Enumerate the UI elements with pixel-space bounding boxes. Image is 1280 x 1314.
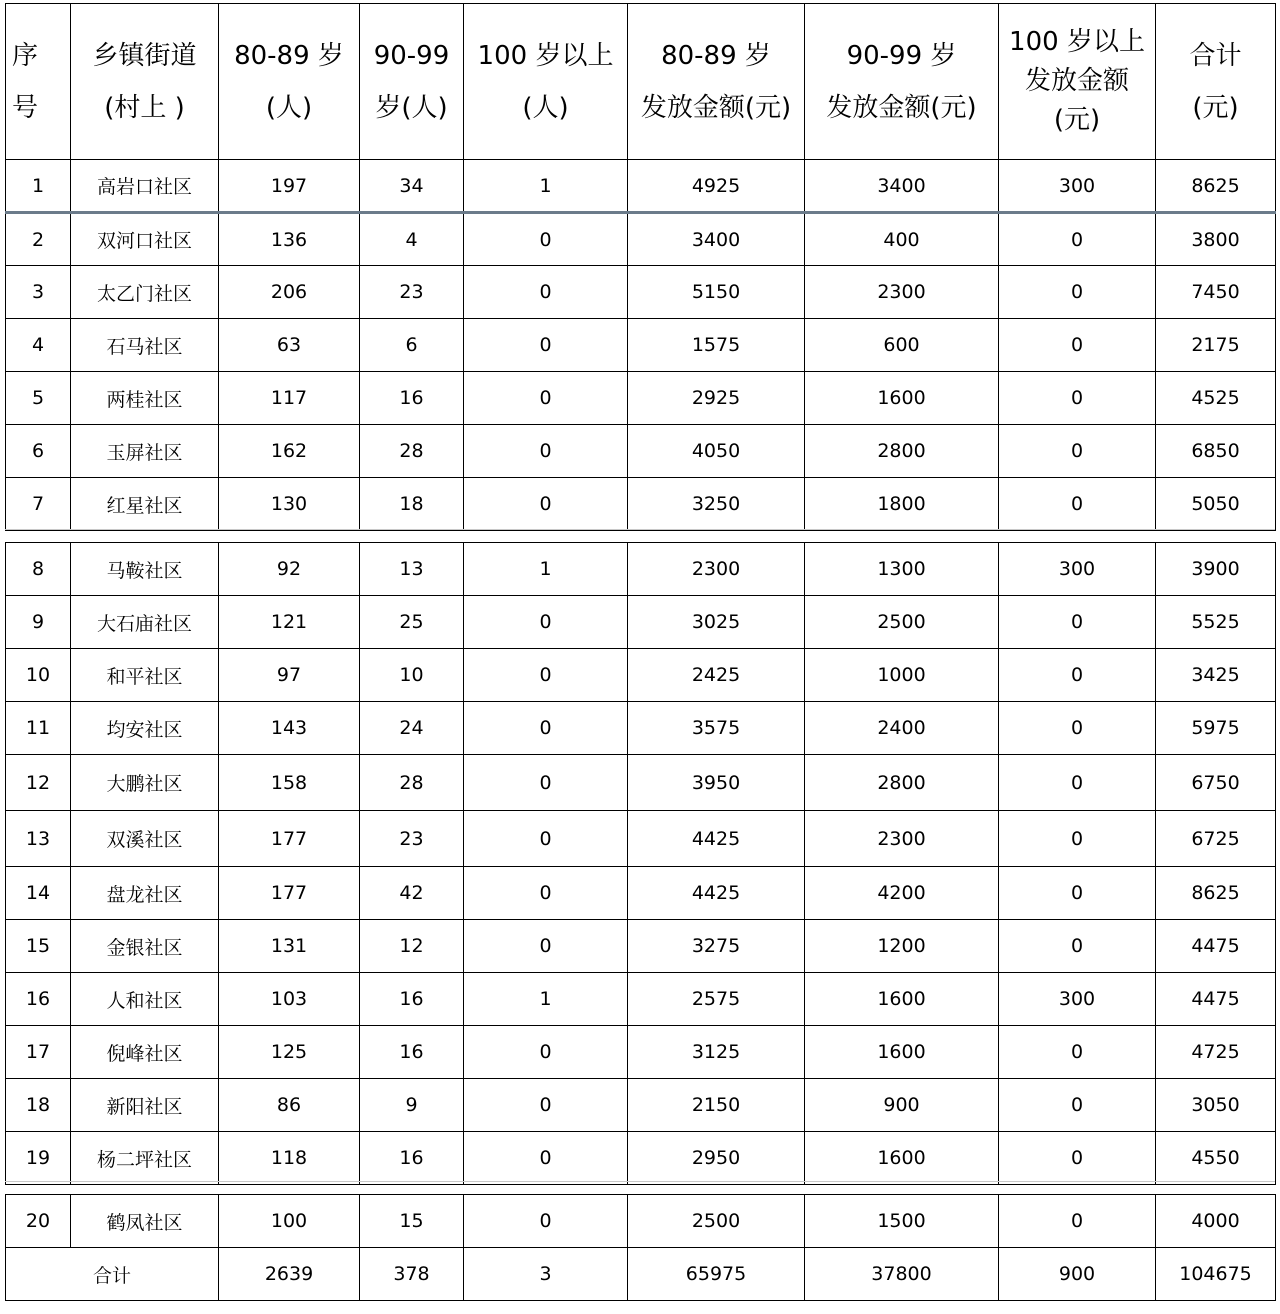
row-people-100: 0	[464, 372, 628, 425]
row-people-90: 25	[360, 596, 464, 649]
row-amount-90: 1600	[805, 372, 999, 425]
row-total: 8625	[1156, 160, 1276, 213]
row-seq: 5	[6, 372, 71, 425]
row-people-80: 162	[219, 425, 360, 478]
row-seq: 9	[6, 596, 71, 649]
total-amount-90: 37800	[805, 1248, 999, 1301]
table-row	[6, 319, 1276, 372]
table-row	[6, 1132, 1276, 1185]
row-total: 4000	[1156, 1195, 1276, 1248]
row-total: 6725	[1156, 811, 1276, 867]
table-row	[6, 478, 1276, 531]
row-town: 大鹏社区	[71, 755, 219, 811]
row-town: 新阳社区	[71, 1079, 219, 1132]
row-amount-100: 0	[999, 1132, 1156, 1185]
row-people-80: 136	[219, 213, 360, 266]
row-people-90: 18	[360, 478, 464, 531]
row-people-100: 0	[464, 1079, 628, 1132]
row-seq: 20	[6, 1195, 71, 1248]
row-town: 均安社区	[71, 702, 219, 755]
total-row	[6, 1248, 1276, 1301]
page-break-divider	[5, 529, 1275, 543]
row-people-90: 12	[360, 920, 464, 973]
row-people-90: 16	[360, 973, 464, 1026]
row-seq: 10	[6, 649, 71, 702]
row-total: 4475	[1156, 920, 1276, 973]
row-seq: 12	[6, 755, 71, 811]
row-amount-100: 0	[999, 649, 1156, 702]
table-row	[6, 811, 1276, 867]
row-people-90: 4	[360, 213, 464, 266]
row-people-90: 28	[360, 755, 464, 811]
total-amount-80: 65975	[628, 1248, 805, 1301]
table-row	[6, 1079, 1276, 1132]
row-town: 金银社区	[71, 920, 219, 973]
row-town: 马鞍社区	[71, 543, 219, 596]
row-town: 玉屏社区	[71, 425, 219, 478]
elderly-subsidy-table-part3	[5, 1194, 1276, 1301]
row-town: 盘龙社区	[71, 867, 219, 920]
row-town: 大石庙社区	[71, 596, 219, 649]
row-town: 太乙门社区	[71, 266, 219, 319]
row-people-90: 9	[360, 1079, 464, 1132]
row-town: 杨二坪社区	[71, 1132, 219, 1185]
row-people-90: 16	[360, 1026, 464, 1079]
row-total: 4525	[1156, 372, 1276, 425]
row-seq: 19	[6, 1132, 71, 1185]
total-amount-100: 900	[999, 1248, 1156, 1301]
table-row	[6, 213, 1276, 266]
row-town: 两桂社区	[71, 372, 219, 425]
row-seq: 7	[6, 478, 71, 531]
total-label: 合计	[6, 1248, 219, 1301]
row-people-100: 1	[464, 973, 628, 1026]
row-town: 红星社区	[71, 478, 219, 531]
row-amount-80: 1575	[628, 319, 805, 372]
table-row	[6, 755, 1276, 811]
row-town: 倪峰社区	[71, 1026, 219, 1079]
row-town: 人和社区	[71, 973, 219, 1026]
row-amount-90: 3400	[805, 160, 999, 213]
table-row	[6, 160, 1276, 213]
row-people-100: 1	[464, 543, 628, 596]
row-amount-90: 600	[805, 319, 999, 372]
row-people-100: 0	[464, 596, 628, 649]
page-break-divider	[5, 1181, 1275, 1195]
row-amount-100: 300	[999, 160, 1156, 213]
row-total: 5975	[1156, 702, 1276, 755]
row-amount-90: 1200	[805, 920, 999, 973]
row-total: 2175	[1156, 319, 1276, 372]
row-amount-80: 4425	[628, 811, 805, 867]
header-amount-90-99: 90-99 岁 发放金额(元)	[805, 4, 999, 160]
row-town: 石马社区	[71, 319, 219, 372]
row-people-90: 16	[360, 372, 464, 425]
row-people-100: 0	[464, 702, 628, 755]
table-row	[6, 266, 1276, 319]
row-amount-100: 0	[999, 372, 1156, 425]
row-people-80: 118	[219, 1132, 360, 1185]
row-amount-90: 2300	[805, 811, 999, 867]
row-seq: 18	[6, 1079, 71, 1132]
row-amount-80: 2950	[628, 1132, 805, 1185]
row-people-100: 0	[464, 213, 628, 266]
table-row	[6, 649, 1276, 702]
row-people-80: 103	[219, 973, 360, 1026]
row-town: 高岩口社区	[71, 160, 219, 213]
row-amount-90: 2800	[805, 425, 999, 478]
row-amount-100: 0	[999, 478, 1156, 531]
row-people-100: 0	[464, 425, 628, 478]
row-town: 鹤凤社区	[71, 1195, 219, 1248]
row-town: 和平社区	[71, 649, 219, 702]
row-amount-100: 0	[999, 425, 1156, 478]
row-amount-100: 0	[999, 920, 1156, 973]
row-amount-80: 2925	[628, 372, 805, 425]
row-amount-80: 3400	[628, 213, 805, 266]
row-seq: 17	[6, 1026, 71, 1079]
table-row	[6, 1195, 1276, 1248]
row-seq: 1	[6, 160, 71, 213]
row-people-80: 130	[219, 478, 360, 531]
row-people-100: 0	[464, 811, 628, 867]
row-total: 5050	[1156, 478, 1276, 531]
row-people-90: 10	[360, 649, 464, 702]
row-people-80: 117	[219, 372, 360, 425]
table-row	[6, 596, 1276, 649]
header-amount-100-plus: 100 岁以上 发放金额 (元)	[999, 4, 1156, 160]
row-amount-100: 0	[999, 213, 1156, 266]
row-amount-90: 1600	[805, 1132, 999, 1185]
row-total: 8625	[1156, 867, 1276, 920]
table-row	[6, 920, 1276, 973]
row-seq: 8	[6, 543, 71, 596]
row-people-80: 177	[219, 811, 360, 867]
row-total: 3050	[1156, 1079, 1276, 1132]
total-people-100: 3	[464, 1248, 628, 1301]
row-people-80: 97	[219, 649, 360, 702]
row-people-90: 23	[360, 811, 464, 867]
total-people-90: 378	[360, 1248, 464, 1301]
row-people-80: 121	[219, 596, 360, 649]
row-people-80: 92	[219, 543, 360, 596]
row-people-80: 125	[219, 1026, 360, 1079]
row-seq: 4	[6, 319, 71, 372]
row-seq: 15	[6, 920, 71, 973]
total-people-80: 2639	[219, 1248, 360, 1301]
row-people-90: 34	[360, 160, 464, 213]
row-amount-100: 0	[999, 1195, 1156, 1248]
row-amount-80: 2500	[628, 1195, 805, 1248]
row-amount-80: 2300	[628, 543, 805, 596]
row-people-80: 158	[219, 755, 360, 811]
row-people-100: 0	[464, 649, 628, 702]
row-town: 双溪社区	[71, 811, 219, 867]
row-total: 3425	[1156, 649, 1276, 702]
row-amount-100: 0	[999, 596, 1156, 649]
elderly-subsidy-table-part1	[5, 3, 1276, 531]
row-amount-80: 5150	[628, 266, 805, 319]
row-amount-100: 0	[999, 1079, 1156, 1132]
header-town: 乡镇街道 (村上 )	[71, 4, 219, 160]
header-seq: 序 号	[6, 4, 71, 160]
row-people-100: 0	[464, 755, 628, 811]
row-amount-90: 900	[805, 1079, 999, 1132]
row-total: 7450	[1156, 266, 1276, 319]
row-people-80: 177	[219, 867, 360, 920]
row-amount-80: 2150	[628, 1079, 805, 1132]
row-amount-90: 1500	[805, 1195, 999, 1248]
row-seq: 11	[6, 702, 71, 755]
row-amount-100: 300	[999, 973, 1156, 1026]
row-amount-90: 1600	[805, 973, 999, 1026]
table-row	[6, 372, 1276, 425]
row-amount-80: 4425	[628, 867, 805, 920]
row-people-100: 0	[464, 1195, 628, 1248]
row-people-80: 143	[219, 702, 360, 755]
table-row	[6, 425, 1276, 478]
row-people-100: 0	[464, 1026, 628, 1079]
row-people-100: 0	[464, 920, 628, 973]
table-row	[6, 867, 1276, 920]
row-people-90: 13	[360, 543, 464, 596]
row-total: 4475	[1156, 973, 1276, 1026]
row-people-100: 0	[464, 867, 628, 920]
row-people-80: 86	[219, 1079, 360, 1132]
row-amount-90: 4200	[805, 867, 999, 920]
row-amount-100: 300	[999, 543, 1156, 596]
row-amount-90: 1000	[805, 649, 999, 702]
table-row	[6, 1026, 1276, 1079]
grand-total: 104675	[1156, 1248, 1276, 1301]
row-amount-100: 0	[999, 266, 1156, 319]
row-amount-80: 3250	[628, 478, 805, 531]
row-seq: 14	[6, 867, 71, 920]
row-amount-80: 2575	[628, 973, 805, 1026]
row-people-90: 28	[360, 425, 464, 478]
row-seq: 3	[6, 266, 71, 319]
header-people-100-plus: 100 岁以上 (人)	[464, 4, 628, 160]
row-people-80: 100	[219, 1195, 360, 1248]
row-people-90: 23	[360, 266, 464, 319]
row-amount-90: 1800	[805, 478, 999, 531]
row-people-80: 206	[219, 266, 360, 319]
row-amount-80: 3275	[628, 920, 805, 973]
row-people-100: 0	[464, 1132, 628, 1185]
row-amount-80: 2425	[628, 649, 805, 702]
row-people-90: 6	[360, 319, 464, 372]
row-people-90: 15	[360, 1195, 464, 1248]
row-people-100: 1	[464, 160, 628, 213]
row-people-90: 42	[360, 867, 464, 920]
row-seq: 2	[6, 213, 71, 266]
header-people-90-99: 90-99 岁(人)	[360, 4, 464, 160]
row-total: 5525	[1156, 596, 1276, 649]
row-total: 3900	[1156, 543, 1276, 596]
table-row	[6, 973, 1276, 1026]
row-people-80: 197	[219, 160, 360, 213]
row-total: 6850	[1156, 425, 1276, 478]
row-amount-90: 1600	[805, 1026, 999, 1079]
row-amount-100: 0	[999, 755, 1156, 811]
row-people-100: 0	[464, 478, 628, 531]
row-seq: 13	[6, 811, 71, 867]
row-amount-80: 3575	[628, 702, 805, 755]
table-row	[6, 702, 1276, 755]
row-amount-100: 0	[999, 319, 1156, 372]
header-people-80-89: 80-89 岁 (人)	[219, 4, 360, 160]
row-total: 6750	[1156, 755, 1276, 811]
header-total: 合计 (元)	[1156, 4, 1276, 160]
row-people-90: 16	[360, 1132, 464, 1185]
table-row	[6, 543, 1276, 596]
row-seq: 6	[6, 425, 71, 478]
row-amount-80: 3125	[628, 1026, 805, 1079]
row-amount-90: 2500	[805, 596, 999, 649]
row-amount-100: 0	[999, 1026, 1156, 1079]
row-people-80: 131	[219, 920, 360, 973]
row-amount-90: 2400	[805, 702, 999, 755]
row-people-100: 0	[464, 266, 628, 319]
row-total: 4550	[1156, 1132, 1276, 1185]
header-row	[6, 4, 1276, 160]
row-amount-90: 2800	[805, 755, 999, 811]
row-total: 4725	[1156, 1026, 1276, 1079]
row-amount-80: 3025	[628, 596, 805, 649]
row-town: 双河口社区	[71, 213, 219, 266]
header-amount-80-89: 80-89 岁 发放金额(元)	[628, 4, 805, 160]
row-amount-100: 0	[999, 867, 1156, 920]
row-amount-90: 1300	[805, 543, 999, 596]
row-people-90: 24	[360, 702, 464, 755]
elderly-subsidy-table-part2	[5, 542, 1276, 1185]
row-amount-90: 400	[805, 213, 999, 266]
row-amount-80: 3950	[628, 755, 805, 811]
row-amount-90: 2300	[805, 266, 999, 319]
row-people-80: 63	[219, 319, 360, 372]
row-amount-80: 4925	[628, 160, 805, 213]
row-seq: 16	[6, 973, 71, 1026]
row-amount-100: 0	[999, 811, 1156, 867]
row-amount-100: 0	[999, 702, 1156, 755]
row-amount-80: 4050	[628, 425, 805, 478]
row-people-100: 0	[464, 319, 628, 372]
row-total: 3800	[1156, 213, 1276, 266]
